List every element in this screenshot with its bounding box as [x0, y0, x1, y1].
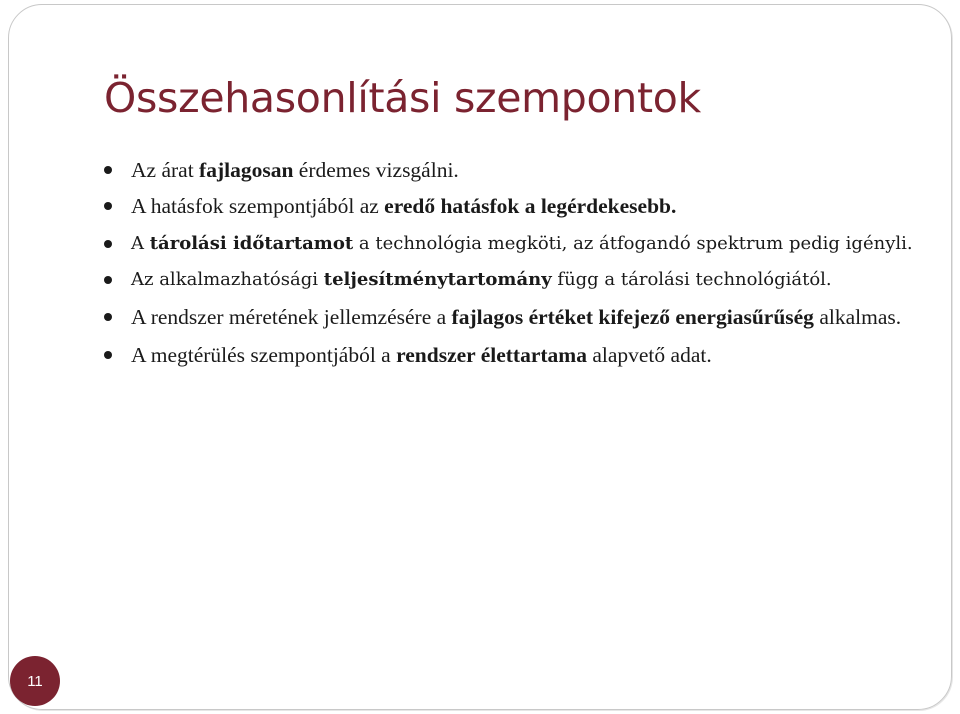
- bullet-text: A: [131, 233, 150, 254]
- bullet-emphasis: tárolási időtartamot: [149, 233, 354, 254]
- bullet-text: függ a tárolási technológiától.: [551, 269, 832, 290]
- bullet-item: [104, 228, 924, 260]
- bullet-item: [104, 264, 924, 296]
- bullet-list: [104, 152, 924, 372]
- bullet-item: [104, 301, 924, 334]
- bullet-item: [104, 339, 924, 372]
- bullet-text: alkalmas.: [813, 305, 902, 329]
- slide-title: Összehasonlítási szempontok: [104, 74, 701, 122]
- bullet-text: a technológia megköti, az átfogandó spektrum pedig igényli.: [353, 233, 913, 254]
- bullet-emphasis: teljesítménytartomány: [323, 269, 552, 290]
- page-number: 11: [27, 672, 43, 690]
- bullet-text: Az alkalmazhatósági: [131, 269, 324, 290]
- bullet-emphasis: fajlagosan: [199, 158, 294, 182]
- bullet-text: A hatásfok szempontjából az: [131, 194, 385, 218]
- bullet-emphasis: eredő hatásfok a legérdekesebb.: [384, 194, 677, 218]
- page-number-badge: [10, 656, 60, 706]
- bullet-text: érdemes vizsgálni.: [293, 158, 459, 182]
- bullet-text: alapvető adat.: [586, 343, 712, 367]
- bullet-emphasis: fajlagos értéket kifejező energiasűrűség: [451, 305, 814, 329]
- bullet-emphasis: rendszer élettartama: [396, 343, 587, 367]
- bullet-item: [104, 188, 924, 224]
- bullet-text: A megtérülés szempontjából a: [131, 343, 397, 367]
- bullet-item: [104, 152, 924, 188]
- bullet-text: A rendszer méretének jellemzésére a: [131, 305, 452, 329]
- bullet-text: Az árat: [131, 158, 200, 182]
